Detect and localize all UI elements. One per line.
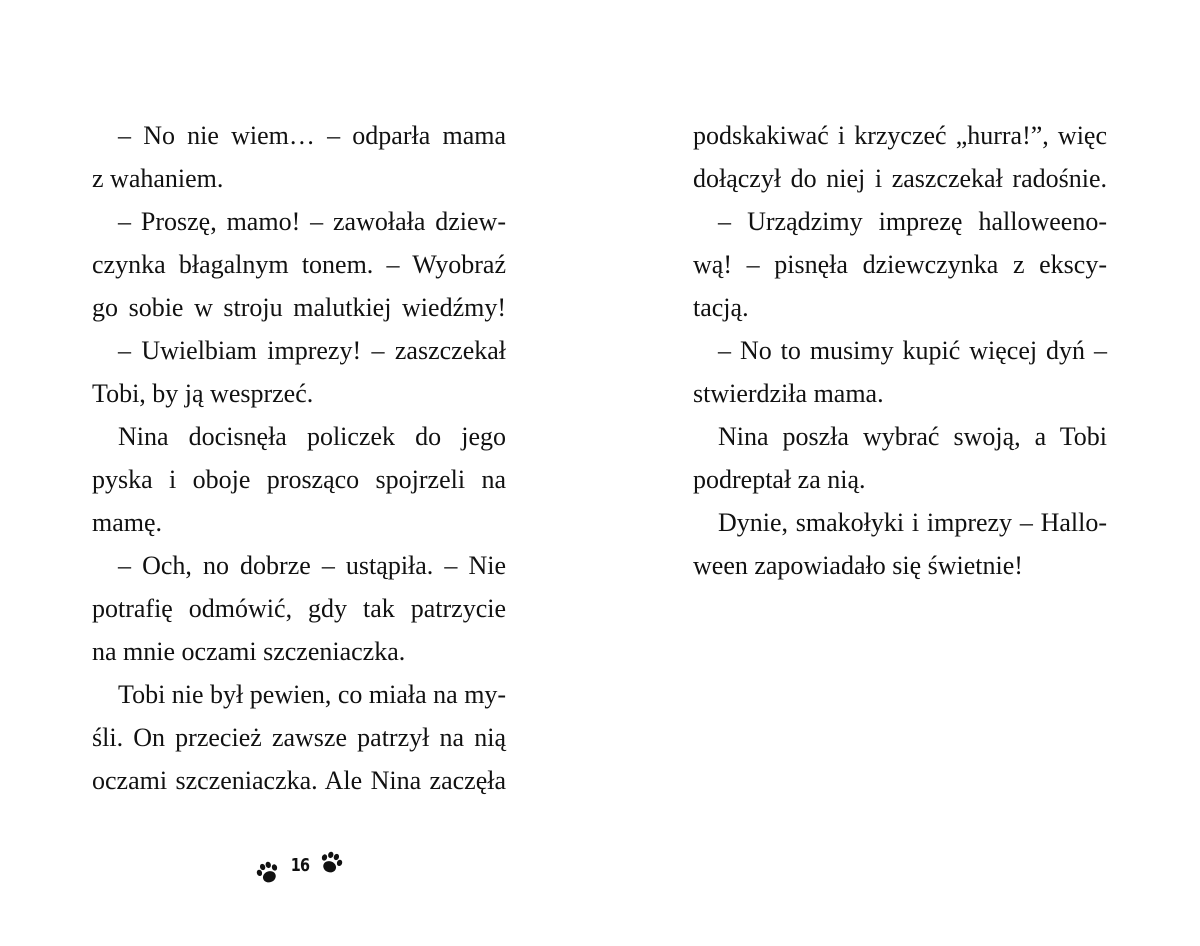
page-number: 16 xyxy=(290,855,310,876)
text-line: Nina docisnęła policzek do jego xyxy=(118,422,506,451)
text-line: Tobi, by ją wesprzeć. xyxy=(92,379,314,408)
text-line: podskakiwać i krzyczeć „hurra!”, więc xyxy=(693,121,1107,150)
text-line: Dynie, smakołyki i imprezy – Hallo- xyxy=(718,508,1107,537)
page-footer xyxy=(255,852,355,892)
text-line: – Urządzimy imprezę halloweeno- xyxy=(718,207,1107,236)
text-line: – Uwielbiam imprezy! – zaszczekał xyxy=(118,336,506,365)
text-line: mamę. xyxy=(92,508,163,537)
text-line: oczami szczeniaczka. Ale Nina zaczęła xyxy=(92,766,506,795)
paw-print-icon xyxy=(314,846,347,879)
text-line: Tobi nie był pewien, co miała na my- xyxy=(118,680,507,709)
text-line: stwierdziła mama. xyxy=(693,379,884,408)
text-line: Nina poszła wybrać swoją, a Tobi xyxy=(718,422,1107,451)
text-line: pyska i oboje prosząco spojrzeli na xyxy=(92,465,506,494)
text-line: czynka błagalnym tonem. – Wyobraź xyxy=(92,250,506,279)
text-line: potrafię odmówić, gdy tak patrzycie xyxy=(92,594,506,623)
text-line: – No to musimy kupić więcej dyń – xyxy=(718,336,1107,365)
text-line: śli. On przecież zawsze patrzył na nią xyxy=(92,723,506,752)
text-line: dołączył do niej i zaszczekał radośnie. xyxy=(693,164,1107,193)
text-line: – No nie wiem… – odparła mama xyxy=(118,121,506,150)
text-line: tacją. xyxy=(693,293,749,322)
paw-print-icon xyxy=(251,856,284,889)
text-line: na mnie oczami szczeniaczka. xyxy=(92,637,406,666)
text-line: z wahaniem. xyxy=(92,164,224,193)
text-line: wą! – pisnęła dziewczynka z ekscy- xyxy=(693,250,1107,279)
text-line: – Proszę, mamo! – zawołała dziew- xyxy=(118,207,506,236)
text-line: – Och, no dobrze – ustąpiła. – Nie xyxy=(118,551,506,580)
text-line: go sobie w stroju malutkiej wiedźmy! xyxy=(92,293,506,322)
text-line: ween zapowiadało się świetnie! xyxy=(693,551,1023,580)
text-line: podreptał za nią. xyxy=(693,465,866,494)
